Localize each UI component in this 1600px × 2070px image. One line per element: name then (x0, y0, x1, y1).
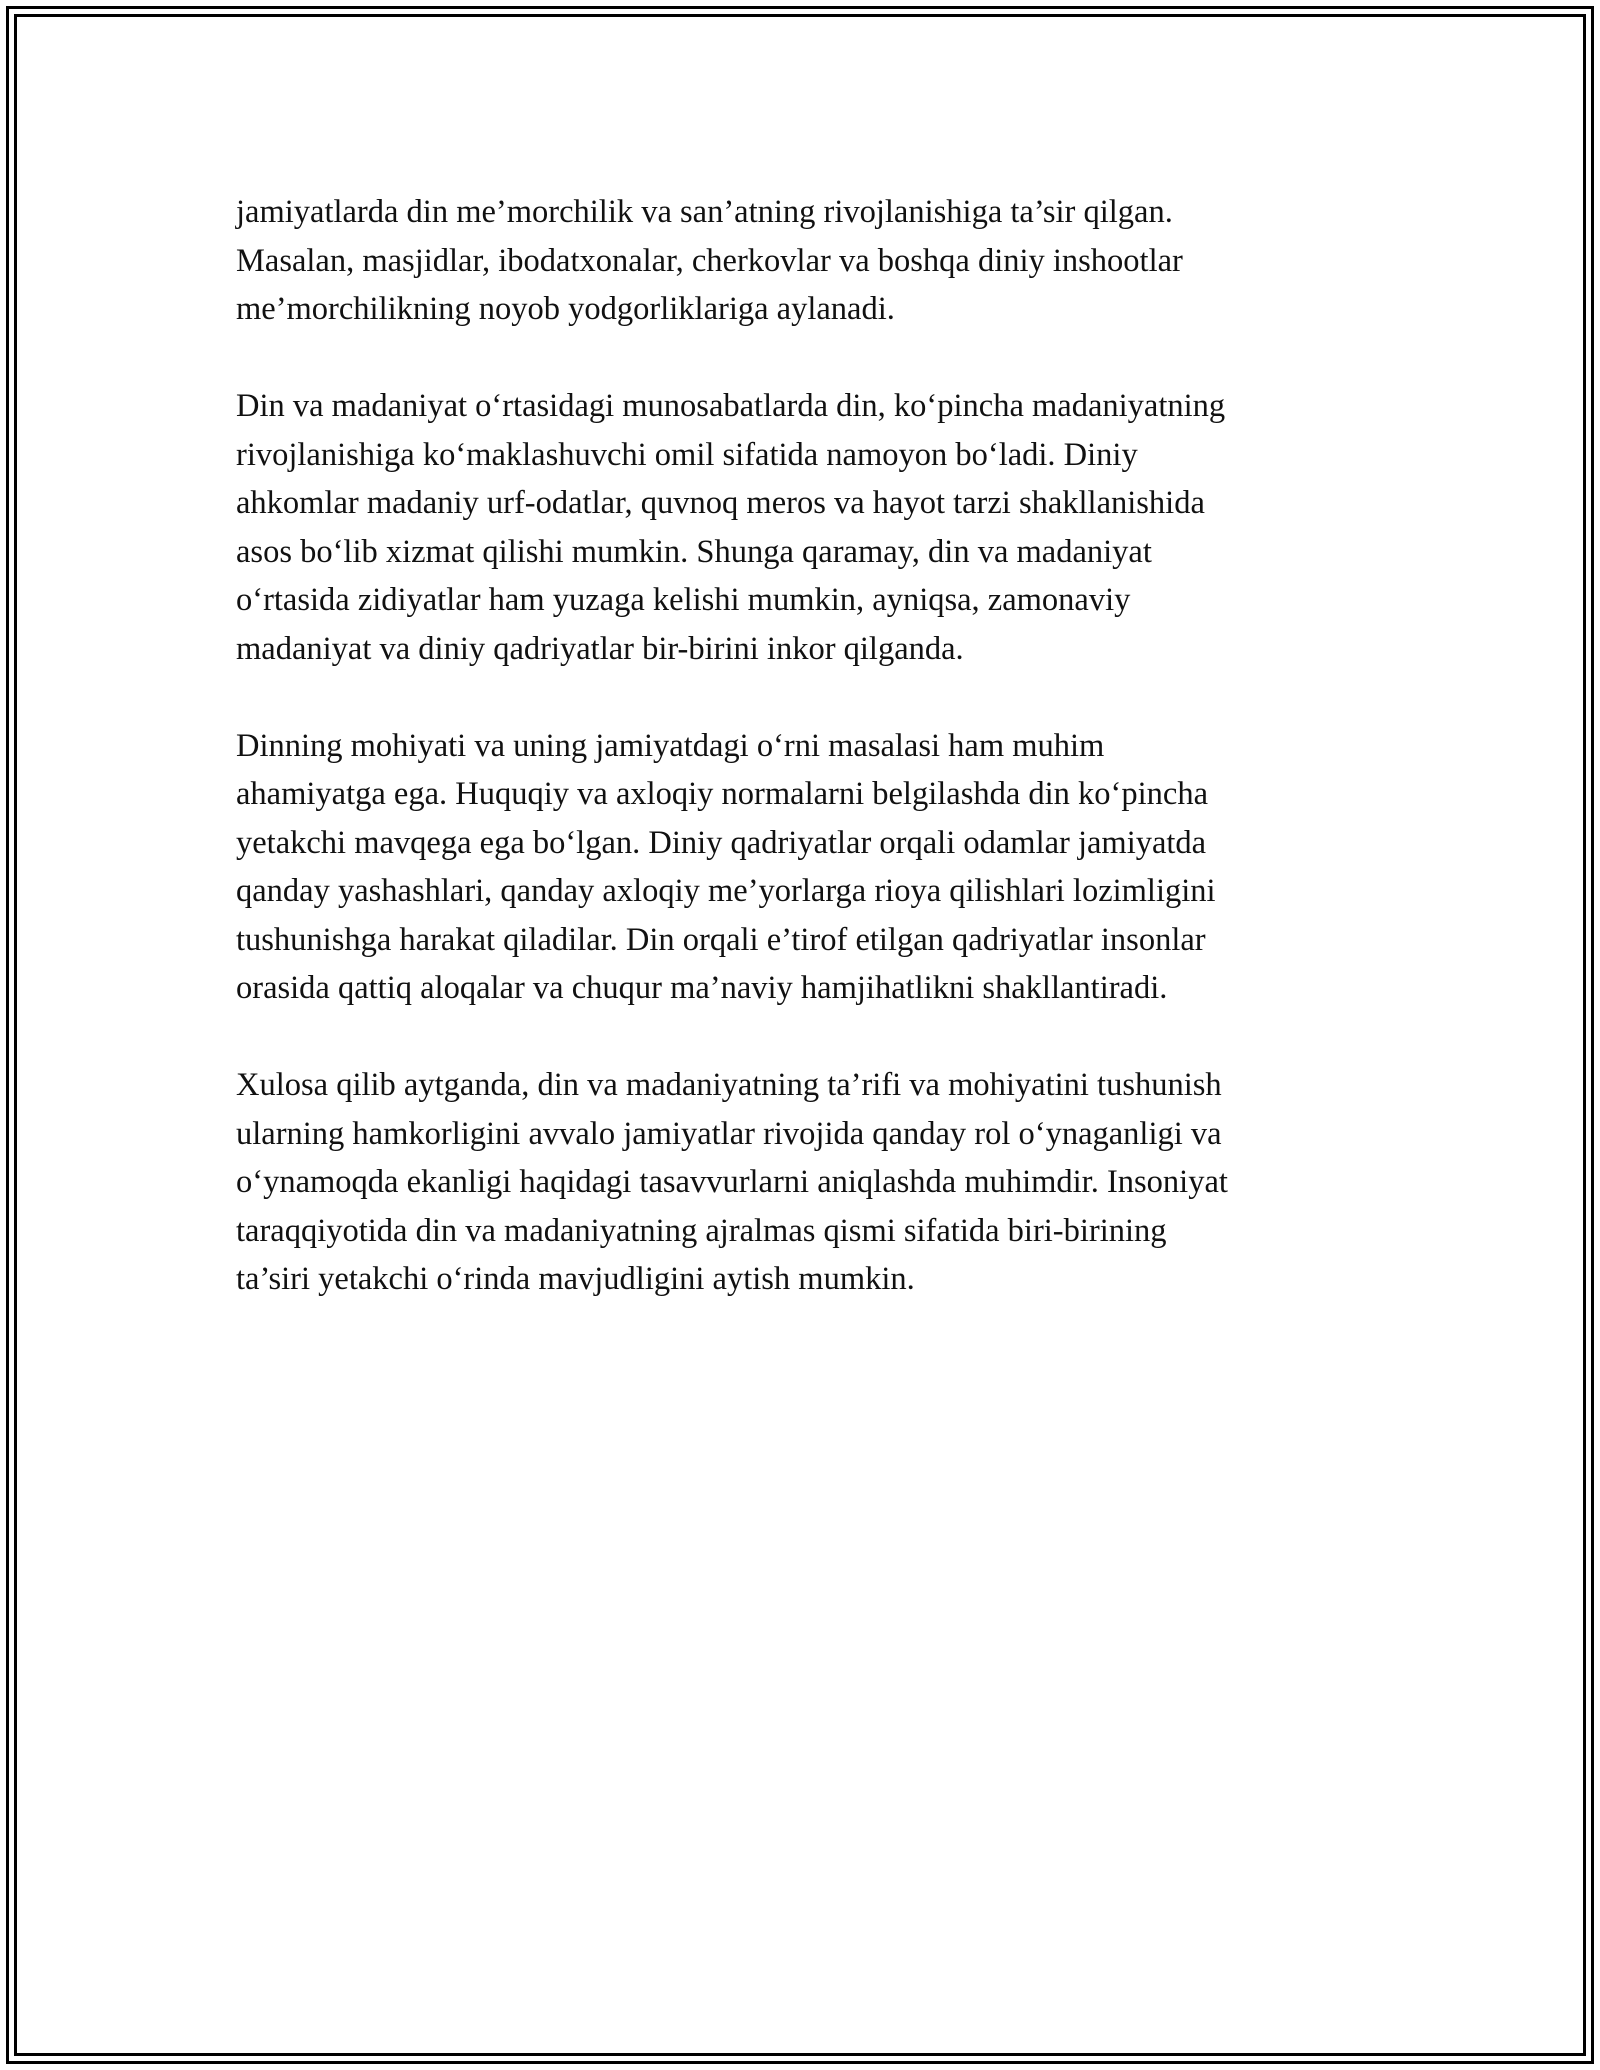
text-line: me’morchilikning noyob yodgorliklariga aylanadi. (236, 291, 895, 327)
paragraph-3 (236, 722, 1386, 1013)
text-line: ularning hamkorligini avvalo jamiyatlar rivojida qanday rol o‘ynaganligi va (236, 1115, 1222, 1152)
text-line: qanday yashashlari, qanday axloqiy me’yorlarga rioya qilishlari lozimligini (236, 873, 1216, 909)
text-line: ta’siri yetakchi o‘rinda mavjudligini aytish mumkin. (236, 1261, 915, 1297)
text-line: madaniyat va diniy qadriyatlar bir-birini inkor qilganda. (236, 630, 964, 667)
text-line: o‘rtasida zidiyatlar ham yuzaga kelishi mumkin, ayniqsa, zamonaviy (236, 582, 1131, 618)
document-body (236, 188, 1386, 1352)
paragraph-4 (236, 1061, 1386, 1304)
text-line: rivojlanishiga ko‘maklashuvchi omil sifatida namoyon bo‘ladi. Diniy (236, 436, 1138, 473)
text-line: o‘ynamoqda ekanligi haqidagi tasavvurlarni aniqlashda muhimdir. Insoniyat (236, 1164, 1228, 1200)
text-line: orasida qattiq aloqalar va chuqur ma’naviy hamjihatlikni shakllantiradi. (236, 970, 1168, 1006)
text-line: Masalan, masjidlar, ibodatxonalar, cherkovlar va boshqa diniy inshootlar (236, 242, 1183, 279)
text-line: yetakchi mavqega ega bo‘lgan. Diniy qadriyatlar orqali odamlar jamiyatda (236, 824, 1207, 861)
text-line: asos bo‘lib xizmat qilishi mumkin. Shunga qaramay, din va madaniyat (236, 533, 1152, 570)
text-line: ahkomlar madaniy urf-odatlar, quvnoq meros va hayot tarzi shakllanishida (236, 485, 1205, 521)
text-line: ahamiyatga ega. Huquqiy va axloqiy normalarni belgilashda din ko‘pincha (236, 776, 1209, 812)
text-line: Dinning mohiyati va uning jamiyatdagi o‘rni masalasi ham muhim (236, 727, 1105, 764)
paragraph-2 (236, 382, 1386, 673)
text-line: taraqqiyotida din va madaniyatning ajralmas qismi sifatida biri-birining (236, 1212, 1167, 1249)
text-line: jamiyatlarda din me’morchilik va san’atning rivojlanishiga ta’sir qilgan. (236, 194, 1173, 230)
text-line: Xulosa qilib aytganda, din va madaniyatning ta’rifi va mohiyatini tushunish (236, 1067, 1222, 1103)
text-line: Din va madaniyat o‘rtasidagi munosabatlarda din, ko‘pincha madaniyatning (236, 388, 1226, 424)
paragraph-1 (236, 188, 1386, 334)
text-line: tushunishga harakat qiladilar. Din orqali e’tirof etilgan qadriyatlar insonlar (236, 921, 1206, 958)
